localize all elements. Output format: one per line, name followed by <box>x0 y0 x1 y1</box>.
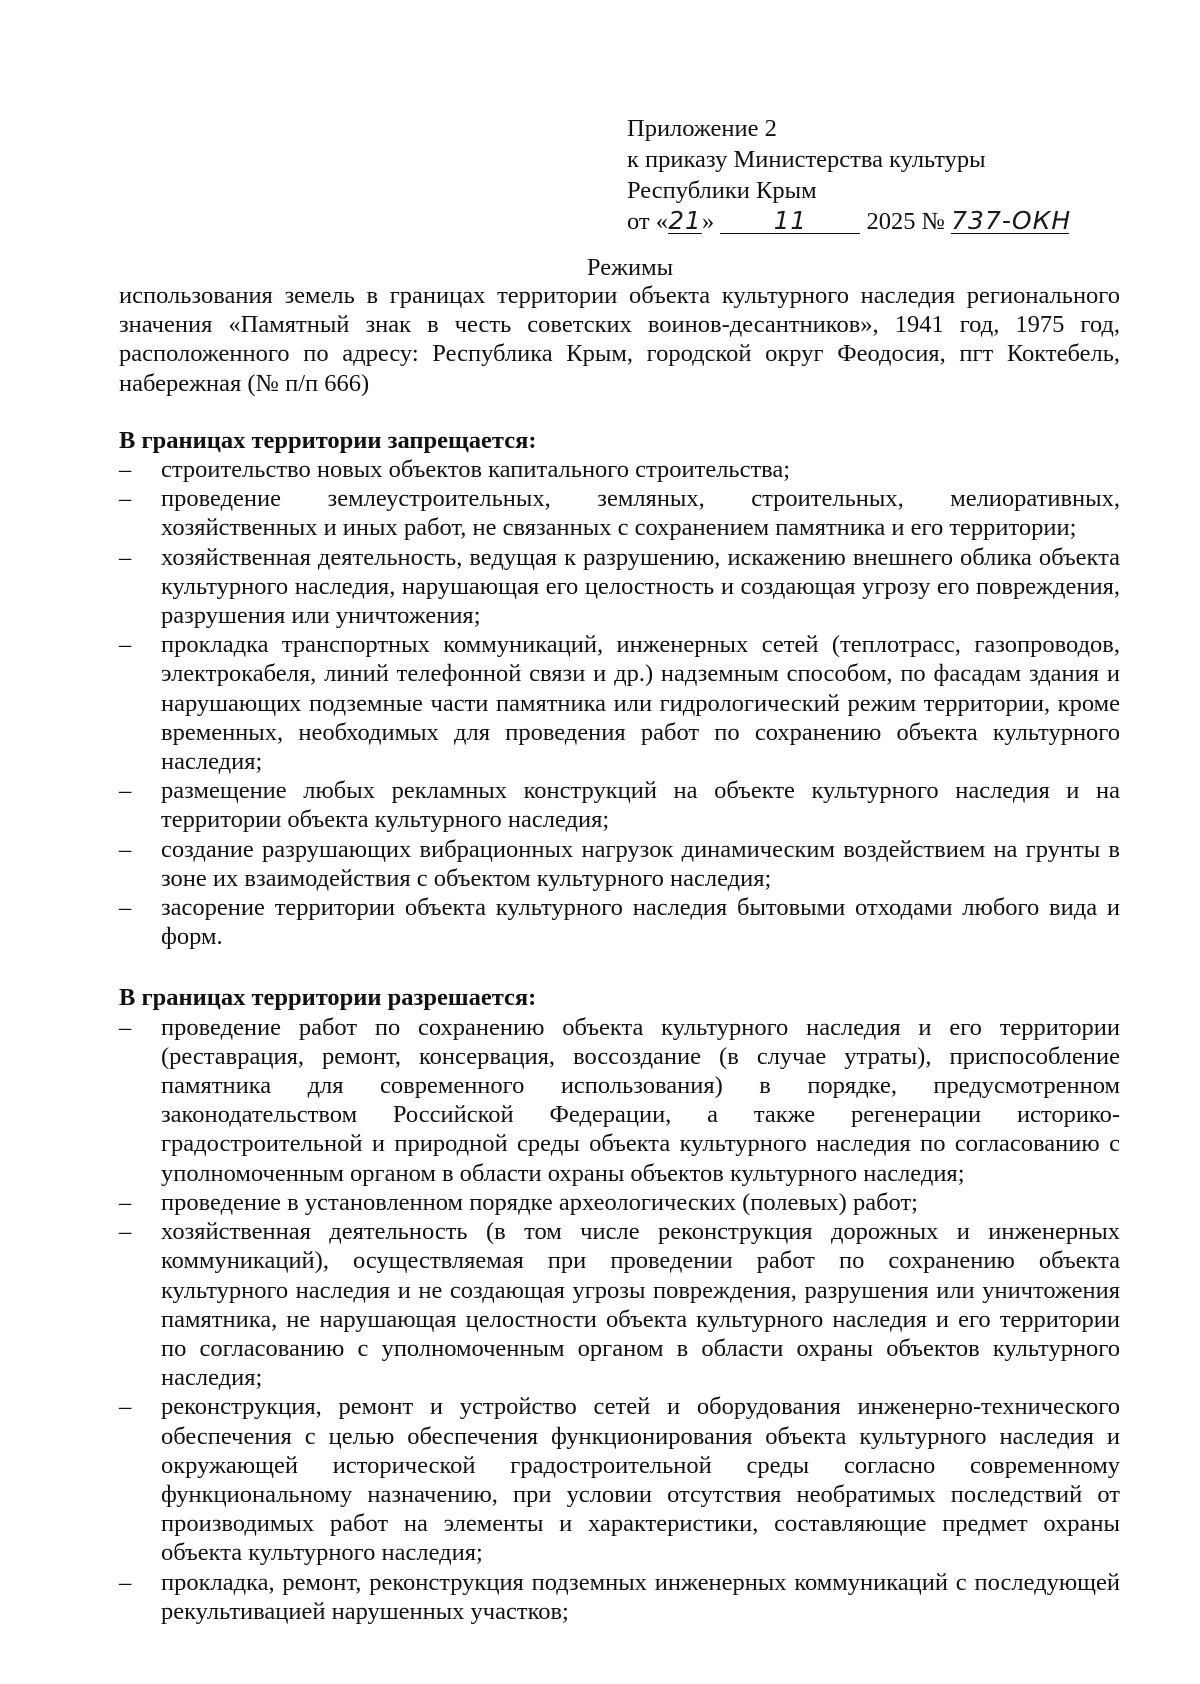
list-item <box>119 776 1120 834</box>
list-item <box>119 630 1120 776</box>
list-item-text: размещение любых рекламных конструкций на объекте культурного наследия и на территории объекта культурного наследия; <box>161 777 1120 834</box>
order-date-prefix: от « <box>627 208 669 235</box>
dash-marker: – <box>119 1568 132 1596</box>
dash-marker: – <box>119 1013 132 1041</box>
order-number: 737-ОКН <box>951 206 1072 235</box>
dash-marker: – <box>119 1218 132 1246</box>
list-item-text: хозяйственная деятельность, ведущая к разрушению, искажению внешнего облика объекта культурного наследия, нарушающая его целостность и создающая угрозу его повреждения, разрушения или уничтожения; <box>161 543 1120 630</box>
list-item-text: проведение в установленном порядке археологических (полевых) работ; <box>161 1188 918 1216</box>
dash-marker: – <box>119 835 132 863</box>
document-intro: использования земель в границах территории объекта культурного наследия регионального значения «Памятный знак в честь советских воинов-десантников», 1941 год, 1975 год, расположенного по адресу: Республика Крым, городской округ Феодосия, пгт Коктебель, набережная (№ п/п 666) <box>119 282 1120 397</box>
list-item-text: проведение работ по сохранению объекта культурного наследия и его территории (реставрация, ремонт, консервация, воссоздание (в случае утраты), приспособление памятника для современного использования) в порядке, предусмотренном законодательством Российской Федерации, а также регенерации историко-градостроительной и природной среды объекта культурного наследия по согласованию с уполномоченным органом в области охраны объектов культурного наследия; <box>161 1013 1120 1187</box>
order-date-number <box>627 206 1147 237</box>
list-item <box>119 543 1120 631</box>
list-item-text: прокладка, ремонт, реконструкция подземных инженерных коммуникаций с последующей рекультивацией нарушенных участков; <box>161 1568 1120 1625</box>
dash-marker: – <box>119 485 132 513</box>
list-item-text: реконструкция, ремонт и устройство сетей и оборудования инженерно-технического обеспечения с целью обеспечения функционирования объекта культурного наследия и окружающей исторической градостроительной среды согласно современному функциональному назначению, при условии отсутствия необратимых последствий от производимых работ на элементы и характеристики, составляющие предмет охраны объекта культурного наследия; <box>161 1393 1120 1567</box>
appendix-header <box>627 113 1147 237</box>
dash-marker: – <box>119 543 132 571</box>
list-item <box>119 1392 1120 1567</box>
appendix-line-2: к приказу Министерства культуры <box>627 146 986 173</box>
list-item-text: хозяйственная деятельность (в том числе реконструкция дорожных и инженерных коммуникаций), осуществляемая при проведении работ по сохранению объекта культурного наследия и не создающая угрозы повреждения, разрушения или уничтожения памятника, не нарушающая целостности объекта культурного наследия и его территории по согласованию с уполномоченным органом в области охраны объектов культурного наследия; <box>161 1218 1120 1392</box>
list-item <box>119 484 1120 542</box>
dash-marker: – <box>119 777 132 805</box>
list-item <box>119 1217 1120 1392</box>
document-body <box>119 281 1120 1626</box>
dash-marker: – <box>119 456 132 484</box>
prohibited-list <box>119 455 1120 951</box>
list-item-text: проведение землеустроительных, земляных, строительных, мелиоративных, хозяйственных и иных работ, не связанных с сохранением памятника и его территории; <box>161 485 1120 542</box>
document-title: Режимы <box>586 254 674 281</box>
list-item <box>119 835 1120 893</box>
list-item <box>119 1013 1120 1188</box>
list-item-text: засорение территории объекта культурного наследия бытовыми отходами любого вида и форм. <box>161 894 1120 951</box>
order-month: 11 <box>720 209 860 234</box>
order-day: 21 <box>668 206 702 235</box>
list-item-text: создание разрушающих вибрационных нагрузок динамическим воздействием на грунты в зоне их взаимодействия с объектом культурного наследия; <box>161 835 1120 892</box>
dash-marker: – <box>119 1188 132 1216</box>
order-year-label: 2025 № <box>866 208 946 235</box>
list-item-text: прокладка транспортных коммуникаций, инженерных сетей (теплотрасс, газопроводов, электрокабеля, линий телефонной связи и др.) надземным способом, по фасадам здания и нарушающих подземные части памятника или гидрологический режим территории, кроме временных, необходимых для проведения работ по сохранению объекта культурного наследия; <box>161 631 1120 776</box>
permitted-heading: В границах территории разрешается: <box>119 984 537 1012</box>
list-item <box>119 455 1120 484</box>
list-item <box>119 893 1120 951</box>
list-item <box>119 1188 1120 1217</box>
list-item <box>119 1568 1120 1626</box>
dash-marker: – <box>119 631 132 659</box>
appendix-line-3: Республики Крым <box>627 177 817 204</box>
prohibited-heading: В границах территории запрещается: <box>119 426 537 454</box>
order-date-close-quote: » <box>702 208 715 235</box>
permitted-list <box>119 1013 1120 1626</box>
dash-marker: – <box>119 1393 132 1421</box>
list-item-text: строительство новых объектов капитального строительства; <box>161 456 791 484</box>
dash-marker: – <box>119 894 132 922</box>
appendix-line-1: Приложение 2 <box>627 115 777 142</box>
